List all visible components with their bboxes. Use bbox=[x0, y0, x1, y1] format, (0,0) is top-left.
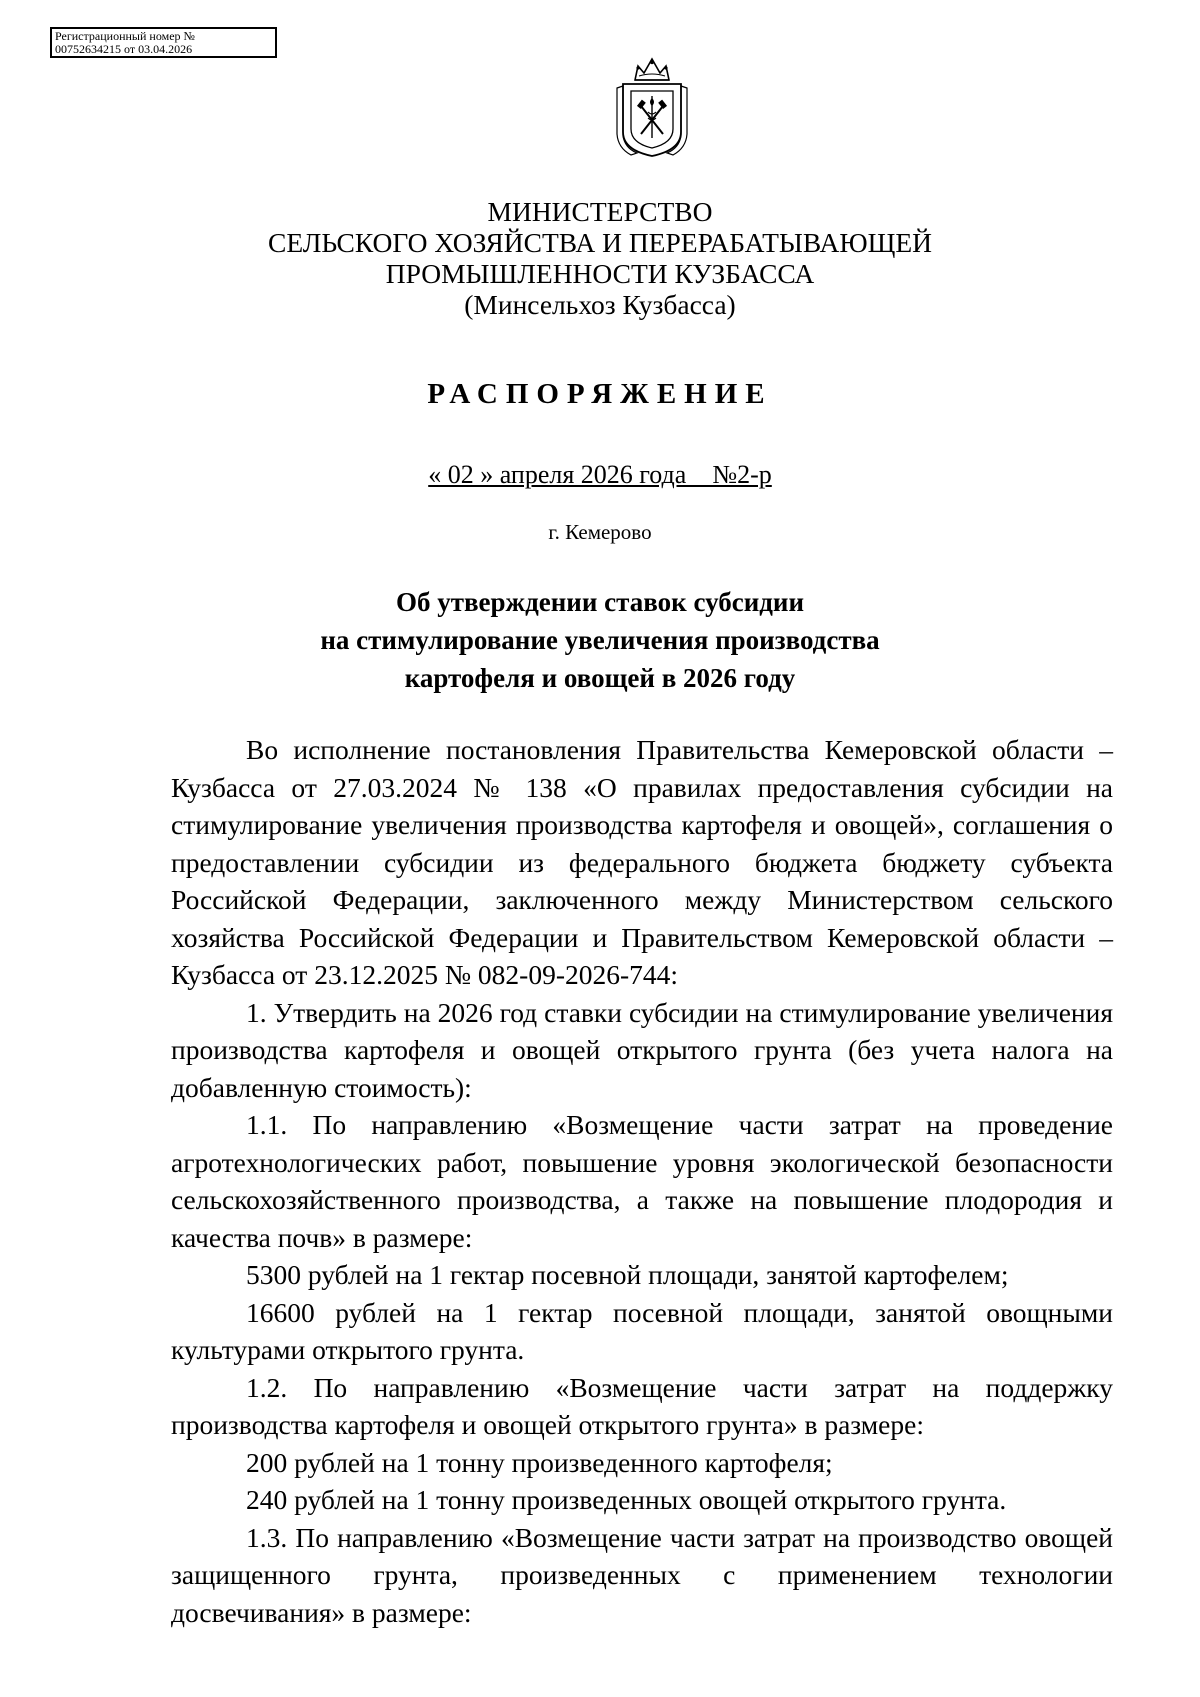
document-subject bbox=[0, 583, 1200, 697]
rate-vegetables-ton: 240 рублей на 1 тонну произведенных овощей открытого грунта. bbox=[246, 1484, 1007, 1515]
date-and-number bbox=[0, 460, 1200, 490]
rate-potato-hectare: 5300 рублей на 1 гектар посевной площади, занятой картофелем; bbox=[246, 1259, 1009, 1290]
ministry-short-name: (Минсельхоз Кузбасса) bbox=[464, 289, 736, 320]
subject-line: на стимулирование увеличения производства bbox=[320, 625, 880, 655]
rate-potato-ton: 200 рублей на 1 тонну произведенного картофеля; bbox=[246, 1446, 833, 1478]
registration-label: Регистрационный номер № bbox=[55, 29, 195, 43]
clause-1-3: 1.3. По направлению «Возмещение части затрат на производство овощей защищенного грунта, произведенных с применением технологии досвечивания» в размере: bbox=[171, 1521, 1113, 1628]
clause-1: 1. Утвердить на 2026 год ставки субсидии на стимулирование увеличения производства картофеля и овощей открытого грунта (без учета налога на добавленную стоимость): bbox=[171, 996, 1113, 1103]
preamble-paragraph: Во исполнение постановления Правительства Кемеровской области – Кузбасса от 27.03.2024 № 138 «О правилах предоставления субсидии на стимулирование увеличения производства картофеля и овощей», соглашения о предоставлении субсидии из федерального бюджета бюджету субъекта Российской Федерации, заключенного между Министерством сельского хозяйства Российской Федерации и Правительством Кемеровской области – Кузбасса от 23.12.2025 № 082-09-2026-744: bbox=[171, 734, 1113, 990]
rate-vegetables-hectare: 16600 рублей на 1 гектар посевной площади, занятой овощными культурами открытого грунта. bbox=[171, 1296, 1113, 1365]
ministry-line: СЕЛЬСКОГО ХОЗЯЙСТВА И ПЕРЕРАБАТЫВАЮЩЕЙ bbox=[268, 227, 932, 258]
coat-of-arms-icon bbox=[613, 56, 691, 158]
date-number-text: « 02 » апреля 2026 года №2-р bbox=[428, 460, 772, 489]
document-type: РАСПОРЯЖЕНИЕ bbox=[427, 378, 773, 410]
clause-1-1: 1.1. По направлению «Возмещение части затрат на проведение агротехнологических работ, повышение уровня экологической безопасности сельскохозяйственного производства, а также на повышение плодородия и качества почв» в размере: bbox=[171, 1109, 1113, 1253]
ministry-name bbox=[0, 196, 1200, 320]
city: г. Кемерово bbox=[548, 520, 652, 544]
clause-1-2: 1.2. По направлению «Возмещение части затрат на поддержку производства картофеля и овощей открытого грунта» в размере: bbox=[171, 1371, 1113, 1440]
registration-number: 00752634215 от 03.04.2026 bbox=[55, 42, 193, 56]
ministry-line: МИНИСТЕРСТВО bbox=[487, 196, 713, 227]
subject-line: Об утверждении ставок субсидии bbox=[395, 587, 805, 617]
subject-line: картофеля и овощей в 2026 году bbox=[404, 663, 796, 693]
registration-stamp bbox=[50, 27, 277, 58]
document-body bbox=[171, 731, 1113, 1631]
ministry-line: ПРОМЫШЛЕННОСТИ КУЗБАССА bbox=[385, 258, 815, 289]
